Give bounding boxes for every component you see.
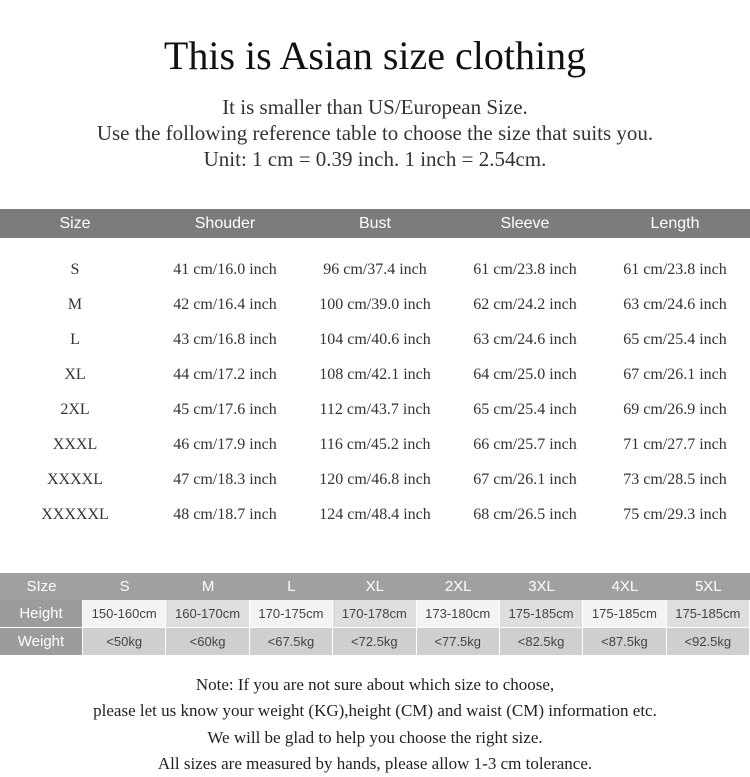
- table-row: [0, 427, 750, 462]
- table-cell: <82.5kg: [500, 628, 583, 655]
- note-line: We will be glad to help you choose the right size.: [207, 727, 543, 747]
- header-cell: L: [287, 578, 296, 595]
- table-cell: 67 cm/26.1 inch: [473, 471, 577, 488]
- table-cell: 175-185cm: [667, 600, 750, 627]
- header-cell: Size: [59, 215, 91, 232]
- table-cell: XXXL: [52, 436, 98, 453]
- measurement-table-header: [0, 209, 750, 238]
- table-cell: 45 cm/17.6 inch: [173, 401, 277, 418]
- note-line: Note: If you are not sure about which size to choose,: [195, 675, 555, 694]
- header-cell: M: [201, 578, 215, 595]
- table-cell: 61 cm/23.8 inch: [473, 261, 577, 278]
- table-cell: 2XL: [60, 401, 90, 418]
- table-cell: XXXXXL: [41, 506, 109, 523]
- header-cell: 4XL: [611, 578, 639, 595]
- note-line: please let us know your weight (KG),height (CM) and waist (CM) information etc.: [93, 701, 657, 721]
- table-cell: 69 cm/26.9 inch: [623, 401, 727, 418]
- table-cell: 150-160cm: [83, 600, 166, 627]
- table-cell: 41 cm/16.0 inch: [173, 261, 277, 278]
- table-row: [0, 322, 750, 357]
- table-cell: 116 cm/45.2 inch: [319, 436, 431, 453]
- table-cell: 47 cm/18.3 inch: [173, 471, 277, 488]
- header-cell: Bust: [358, 215, 391, 232]
- table-cell: 46 cm/17.9 inch: [173, 436, 277, 453]
- table-cell: 100 cm/39.0 inch: [319, 296, 431, 313]
- table-cell: 65 cm/25.4 inch: [623, 331, 727, 348]
- table-cell: 170-178cm: [333, 600, 416, 627]
- table-cell: 43 cm/16.8 inch: [173, 331, 277, 348]
- table-cell: 42 cm/16.4 inch: [173, 296, 277, 313]
- header-cell: S: [119, 578, 130, 595]
- subtitle-line: It is smaller than US/European Size.: [222, 95, 528, 119]
- table-cell: 71 cm/27.7 inch: [623, 436, 727, 453]
- table-cell: 96 cm/37.4 inch: [323, 261, 427, 278]
- header-cell: 2XL: [444, 578, 472, 595]
- table-row: [0, 497, 750, 532]
- table-cell: 175-185cm: [500, 600, 583, 627]
- table-cell: XL: [64, 366, 86, 383]
- weight-row: [0, 627, 750, 655]
- table-cell: <67.5kg: [250, 628, 333, 655]
- table-cell: XXXXL: [47, 471, 103, 488]
- height-row: [0, 600, 750, 627]
- table-row: [0, 252, 750, 287]
- table-cell: 175-185cm: [583, 600, 666, 627]
- table-cell: <72.5kg: [333, 628, 416, 655]
- header-cell: Shouder: [194, 215, 256, 232]
- header-cell: 5XL: [694, 578, 722, 595]
- header-cell: XL: [365, 578, 384, 595]
- note-block: [0, 672, 750, 777]
- table-cell: 44 cm/17.2 inch: [173, 366, 277, 383]
- height-weight-header: [0, 573, 750, 600]
- table-row: [0, 357, 750, 392]
- table-cell: <92.5kg: [667, 628, 750, 655]
- table-cell: 108 cm/42.1 inch: [319, 366, 431, 383]
- table-cell: 64 cm/25.0 inch: [473, 366, 577, 383]
- note-line: All sizes are measured by hands, please allow 1-3 cm tolerance.: [157, 753, 593, 773]
- table-cell: <60kg: [166, 628, 249, 655]
- table-cell: 65 cm/25.4 inch: [473, 401, 577, 418]
- table-cell: 170-175cm: [250, 600, 333, 627]
- header-cell: SIze: [26, 578, 57, 595]
- table-cell: 120 cm/46.8 inch: [319, 471, 431, 488]
- table-cell: 73 cm/28.5 inch: [623, 471, 727, 488]
- table-cell: 62 cm/24.2 inch: [473, 296, 577, 313]
- weight-label: Weight: [0, 628, 83, 655]
- table-cell: 63 cm/24.6 inch: [623, 296, 727, 313]
- table-cell: <77.5kg: [417, 628, 500, 655]
- table-row: [0, 462, 750, 497]
- subtitle-line: Use the following reference table to choose the size that suits you.: [96, 121, 654, 145]
- table-cell: 173-180cm: [417, 600, 500, 627]
- header-cell: Sleeve: [500, 215, 550, 232]
- table-row: [0, 287, 750, 322]
- table-cell: <87.5kg: [583, 628, 666, 655]
- subtitle-line: Unit: 1 cm = 0.39 inch. 1 inch = 2.54cm.: [203, 147, 547, 171]
- measurement-table: [0, 209, 750, 532]
- table-cell: L: [70, 331, 80, 348]
- table-cell: M: [67, 296, 83, 313]
- height-weight-table: [0, 573, 750, 655]
- table-cell: 63 cm/24.6 inch: [473, 331, 577, 348]
- table-cell: 67 cm/26.1 inch: [623, 366, 727, 383]
- table-cell: 48 cm/18.7 inch: [173, 506, 277, 523]
- table-cell: 75 cm/29.3 inch: [623, 506, 727, 523]
- table-cell: 104 cm/40.6 inch: [319, 331, 431, 348]
- table-cell: 112 cm/43.7 inch: [319, 401, 431, 418]
- page-title: This is Asian size clothing: [163, 33, 587, 78]
- header-cell: 3XL: [528, 578, 555, 595]
- table-cell: S: [70, 261, 80, 278]
- table-cell: <50kg: [83, 628, 166, 655]
- height-label: Height: [0, 600, 83, 627]
- measurement-table-body: [0, 238, 750, 532]
- header-cell: Length: [650, 215, 700, 232]
- table-row: [0, 392, 750, 427]
- table-cell: 160-170cm: [166, 600, 249, 627]
- table-cell: 68 cm/26.5 inch: [473, 506, 577, 523]
- subtitle-block: [0, 94, 750, 172]
- table-cell: 66 cm/25.7 inch: [473, 436, 577, 453]
- table-cell: 124 cm/48.4 inch: [319, 506, 431, 523]
- table-cell: 61 cm/23.8 inch: [623, 261, 727, 278]
